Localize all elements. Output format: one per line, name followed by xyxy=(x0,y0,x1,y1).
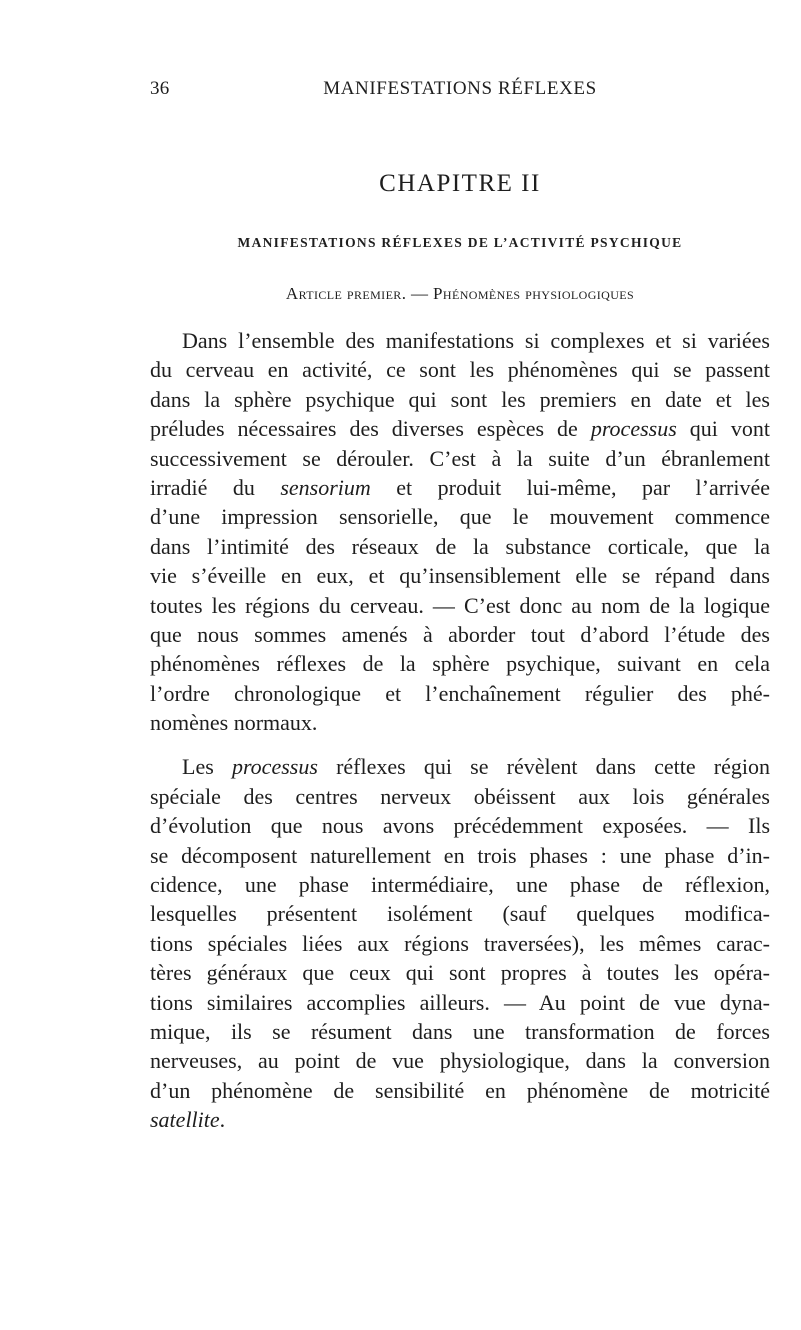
paragraph-gap xyxy=(150,737,770,752)
text-line xyxy=(150,752,770,781)
text-segment: irradié du xyxy=(150,474,281,500)
text-line: d’un phénomène de sensibilité en phénomène de motricité xyxy=(150,1077,770,1103)
text-line: nomènes normaux. xyxy=(150,710,318,736)
text-segment: qui vont xyxy=(676,416,770,442)
body-text xyxy=(150,326,770,1135)
text-line: du cerveau en activité, ce sont les phénomènes qui se passent xyxy=(150,357,770,383)
text-line: vie s’éveille en eux, et qu’insensiblement elle se répand dans xyxy=(150,563,770,589)
italic-term: processus xyxy=(231,754,318,780)
chapter-title: CHAPITRE II xyxy=(379,170,541,197)
paragraph-1 xyxy=(150,326,770,737)
text-line: se décomposent naturellement en trois phases : une phase d’in- xyxy=(150,842,770,868)
text-line xyxy=(150,473,770,502)
text-segment: réflexes qui se révèlent dans cette région xyxy=(317,754,771,780)
text-segment: . xyxy=(219,1107,226,1133)
text-line: tions similaires accomplies ailleurs. — Au point de vue dyna- xyxy=(150,989,770,1015)
text-segment: Les xyxy=(182,754,232,780)
running-head xyxy=(150,78,770,104)
italic-term: satellite xyxy=(150,1107,220,1133)
text-line: nerveuses, au point de vue physiologique, dans la conversion xyxy=(150,1048,770,1074)
page-number: 36 xyxy=(150,78,170,99)
text-line: successivement se dérouler. C’est à la suite d’un ébranlement xyxy=(150,445,770,471)
text-line: phénomènes réflexes de la sphère psychique, suivant en cela xyxy=(150,651,770,677)
text-line xyxy=(150,1105,770,1134)
text-line: mique, ils se résument dans une transformation de forces xyxy=(150,1018,770,1044)
text-line: toutes les régions du cerveau. — C’est donc au nom de la logique xyxy=(150,592,770,618)
text-line: l’ordre chronologique et l’enchaînement régulier des phé- xyxy=(150,680,770,706)
text-line: d’évolution que nous avons précédemment exposées. — Ils xyxy=(150,813,770,839)
text-line: dans la sphère psychique qui sont les premiers en date et les xyxy=(150,386,770,412)
text-line: que nous sommes amenés à aborder tout d’abord l’étude des xyxy=(150,621,770,647)
text-line: d’une impression sensorielle, que le mouvement commence xyxy=(150,504,770,530)
text-line: lesquelles présentent isolément (sauf quelques modifica- xyxy=(150,901,770,927)
text-line: tions spéciales liées aux régions traversées), les mêmes carac- xyxy=(150,930,770,956)
text-line: tères généraux que ceux qui sont propres à toutes les opéra- xyxy=(150,960,770,986)
paragraph-2 xyxy=(150,752,770,1134)
text-line: dans l’intimité des réseaux de la substance corticale, que la xyxy=(150,533,770,559)
section-title: MANIFESTATIONS RÉFLEXES DE L’ACTIVITÉ PSYCHIQUE xyxy=(237,235,683,250)
italic-term: sensorium xyxy=(280,474,371,500)
article-heading: Article premier. — Phénomènes physiologiques xyxy=(285,284,635,303)
text-line: cidence, une phase intermédiaire, une phase de réflexion, xyxy=(150,872,770,898)
text-segment: et produit lui-même, par l’arrivée xyxy=(370,474,770,500)
running-title: MANIFESTATIONS RÉFLEXES xyxy=(323,78,597,99)
text-line xyxy=(150,414,770,443)
text-line: Dans l’ensemble des manifestations si complexes et si variées xyxy=(182,328,770,353)
text-segment: préludes nécessaires des diverses espèces de xyxy=(150,416,591,442)
text-line: spéciale des centres nerveux obéissent aux lois générales xyxy=(150,783,770,809)
italic-term: processus xyxy=(590,416,677,442)
